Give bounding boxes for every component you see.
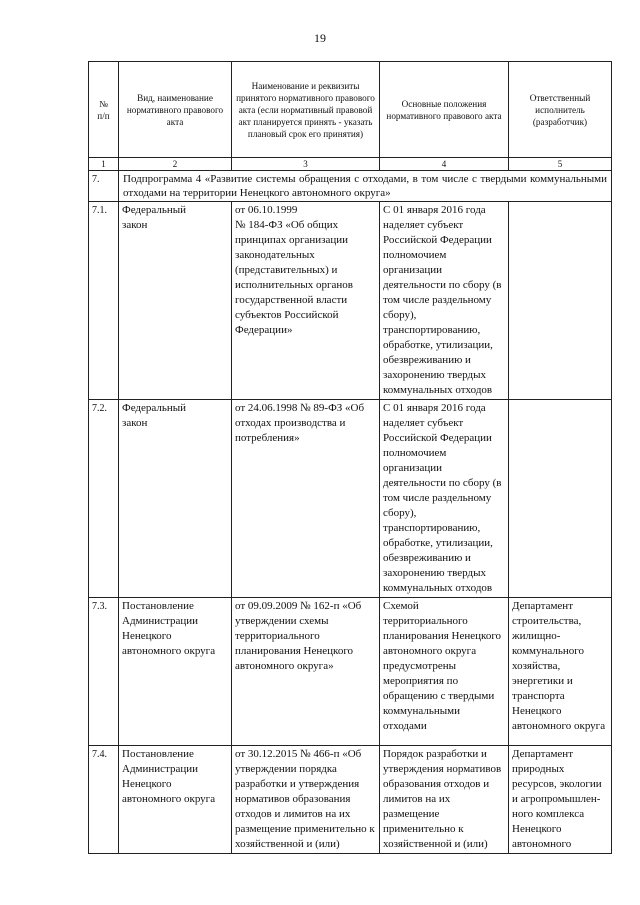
act-provisions: Порядок разработки и утверждения нормативов образования отходов и лимитов на их размещение применительно к хозяйственной и (или) (380, 746, 509, 854)
header-number: № п/п (89, 62, 119, 158)
table-row (89, 400, 612, 598)
act-responsible: Департамент природных ресурсов, экологии и агропромышлен-ного комплекса Ненецкого автономного (509, 746, 612, 854)
column-index: 4 (380, 158, 509, 171)
act-responsible (509, 202, 612, 400)
column-index: 1 (89, 158, 119, 171)
act-details: от 30.12.2015 № 466-п «Об утверждении порядка разработки и утверждения нормативов образования отходов и лимитов на их размещение применительно к хозяйственной и (или) (232, 746, 380, 854)
table-row (89, 202, 612, 400)
act-type: Постановление Администрации Ненецкого автономного округа (119, 746, 232, 854)
legal-acts-table (88, 61, 612, 854)
column-index: 3 (232, 158, 380, 171)
table-row (89, 746, 612, 854)
subprogram-row (89, 171, 612, 202)
act-details: от 09.09.2009 № 162-п «Об утверждении схемы территориального планирования Ненецкого автономного округа» (232, 598, 380, 746)
subprogram-number: 7. (89, 171, 119, 202)
act-type: Федеральный закон (119, 400, 232, 598)
act-responsible: Департамент строительства, жилищно-коммунального хозяйства, энергетики и транспорта Ненецкого автономного округа (509, 598, 612, 746)
header-provisions: Основные положения нормативного правового акта (380, 62, 509, 158)
subprogram-title: Подпрограмма 4 «Развитие системы обращения с отходами, в том числе с твердыми коммунальными отходами на территории Ненецкого автономного округа» (119, 171, 612, 202)
row-number: 7.1. (89, 202, 119, 400)
act-type: Федеральный закон (119, 202, 232, 400)
header-act-type: Вид, наименование нормативного правового акта (119, 62, 232, 158)
act-provisions: С 01 января 2016 года наделяет субъект Российской Федерации полномочием организации деятельности по сбору (в том числе раздельному сбору), транспортированию, обработке, утилизации, обезвреживанию и захоронению твердых коммунальных отходов (380, 202, 509, 400)
header-responsible: Ответственный исполнитель (разработчик) (509, 62, 612, 158)
act-details: от 06.10.1999 № 184-ФЗ «Об общих принципах организации законодательных (представительных) и исполнительных органов государственной власти субъектов Российской Федерации» (232, 202, 380, 400)
column-index-row (89, 158, 612, 171)
column-index: 5 (509, 158, 612, 171)
act-responsible (509, 400, 612, 598)
table-header-row (89, 62, 612, 158)
act-provisions: С 01 января 2016 года наделяет субъект Российской Федерации полномочием организации деятельности по сбору (в том числе раздельному сбору), транспортированию, обработке, утилизации, обезвреживанию и захоронению твердых коммунальных отходов (380, 400, 509, 598)
row-number: 7.3. (89, 598, 119, 746)
page-number: 19 (314, 31, 326, 45)
act-provisions: Схемой территориального планирования Ненецкого автономного округа предусмотрены мероприятия по обращению с твердыми коммунальными отходами (380, 598, 509, 746)
header-act-details: Наименование и реквизиты принятого нормативного правового акта (если нормативный правовой акт планируется принять - указать плановый срок его принятия) (232, 62, 380, 158)
row-number: 7.4. (89, 746, 119, 854)
table-row (89, 598, 612, 746)
row-number: 7.2. (89, 400, 119, 598)
act-details: от 24.06.1998 № 89-ФЗ «Об отходах производства и потребления» (232, 400, 380, 598)
act-type: Постановление Администрации Ненецкого автономного округа (119, 598, 232, 746)
column-index: 2 (119, 158, 232, 171)
